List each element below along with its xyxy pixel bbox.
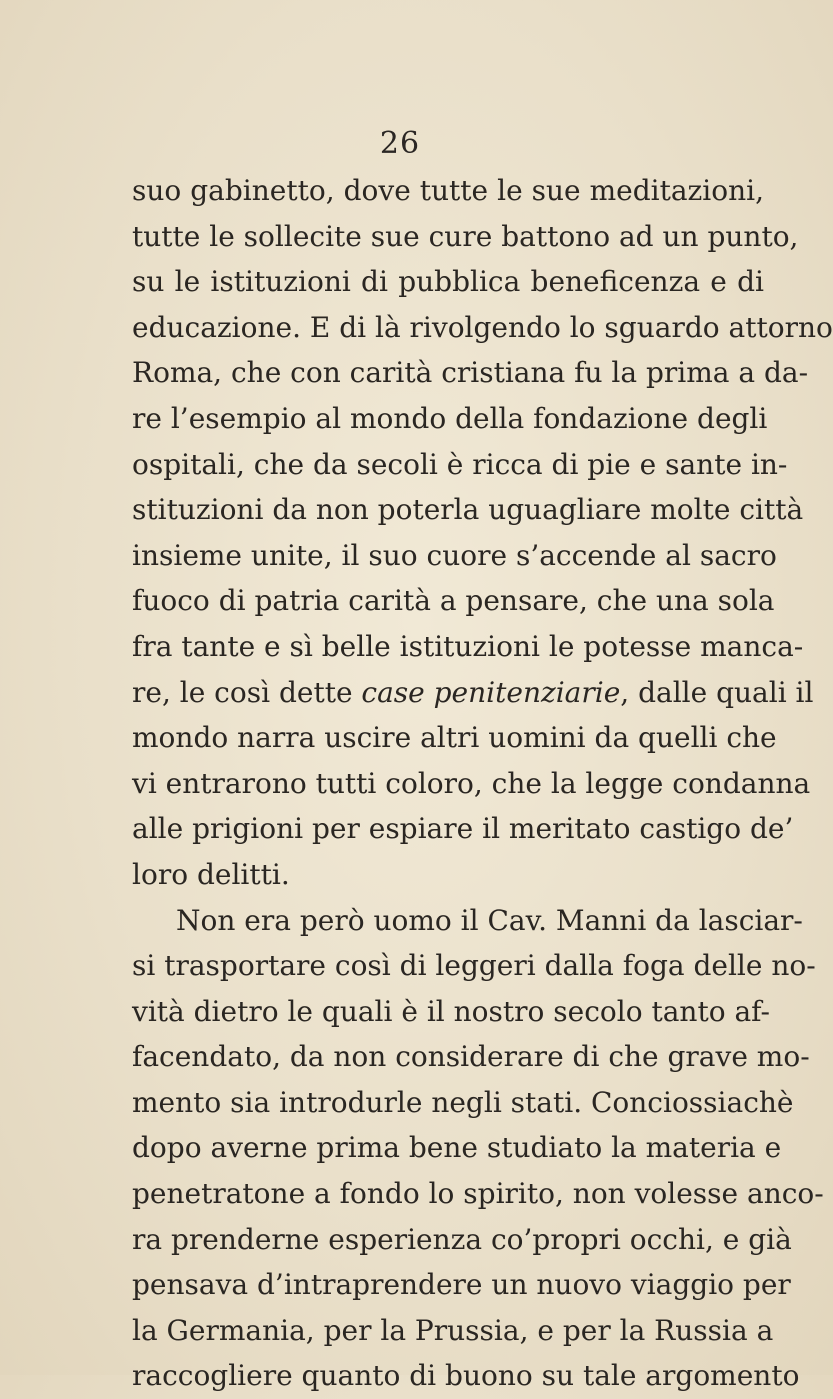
text-line: vità dietro le quali è il nostro secolo tanto af- [132,994,770,1028]
text-line: vi entrarono tutti coloro, che la legge condanna [132,766,811,800]
paragraph-start-line: Non era però uomo il Cav. Manni da lasciar- [176,903,803,937]
text-line: su le istituzioni di pubblica beneficenza e di [132,265,764,299]
page-number: 26 [379,126,421,161]
text-line: suo gabinetto, dove tutte le sue meditazioni, [132,174,764,207]
text-line: stituzioni da non poterla uguagliare molte città [132,493,804,527]
text-line: raccogliere quanto di buono su tale argomento [132,1359,800,1393]
text-line: Roma, che con carità cristiana fu la prima a da- [132,356,809,390]
text-line: mento sia introdurle negli stati. Conciossiachè [132,1085,794,1119]
text-line: penetratone a fondo lo spirito, non volesse anco- [132,1177,824,1211]
paragraph-end-line: loro delitti. [132,857,290,891]
italic-term: case penitenziarie [361,675,621,709]
text-line-with-italic [132,670,814,716]
body-text [132,168,833,1399]
text-line: mondo narra uscire altri uomini da quelli che [132,721,777,755]
text-segment: re, le così dette [132,675,353,709]
text-line: fra tante e sì belle istituzioni le potesse manca- [132,629,804,663]
text-line: si trasportare così di leggeri dalla foga delle no- [132,949,816,983]
text-line: educazione. E di là rivolgendo lo sguardo attorno [132,310,833,344]
text-line: ra prenderne esperienza co’propri occhi, e già [132,1222,792,1256]
text-line: dopo averne prima bene studiato la materia e [132,1131,782,1165]
text-line: facendato, da non considerare di che grave mo- [132,1040,810,1074]
text-line: tutte le sollecite sue cure battono ad un punto, [132,219,799,253]
text-line: fuoco di patria carità a pensare, che una sola [132,584,775,618]
text-line: re l’esempio al mondo della fondazione degli [132,401,768,435]
text-line: insieme unite, il suo cuore s’accende al sacro [132,538,777,572]
text-segment: , dalle quali il [620,675,814,709]
text-line: ospitali, che da secoli è ricca di pie e sante in- [132,447,788,481]
text-line: la Germania, per la Prussia, e per la Russia a [132,1313,774,1347]
text-line: alle prigioni per espiare il meritato castigo de’ [132,812,794,846]
text-line: pensava d’intraprendere un nuovo viaggio per [132,1268,791,1302]
